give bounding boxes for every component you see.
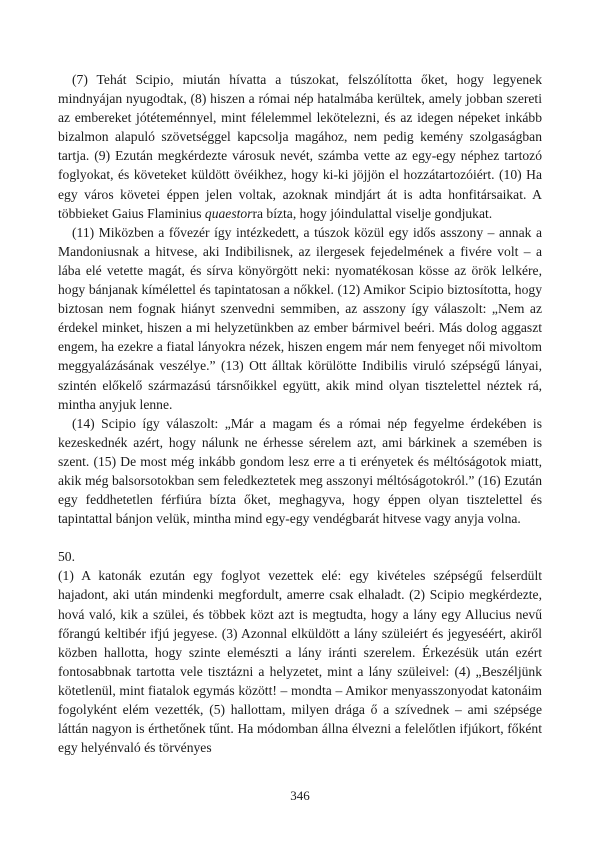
paragraph: (11) Miközben a fővezér így intézkedett, a túszok közül egy idős asszony – annak a Mandoniusnak a hitvese, aki Indibilisnek, az ilergesek fejedelmének a fivére volt – a lába elé vetette magát, és sírva könyörgött neki: nyomatékosan kösse az örök lelkére, hogy bánjanak kímélettel és tapintatosan a nőkkel. (12) Amikor Scipio biztosította, hogy biztosan nem fognak hiányt szenvedni semmiben, az asszony így válaszolt: „Nem az érdekel minket, hiszen a mi helyzetünkben az ember bármivel beéri. Más dolog aggaszt engem, ha ezekre a fiatal lányokra nézek, hiszen engem már nem fenyeget női mivoltom meggyalázásának veszélye.” (13) Ott álltak körülötte Indibilis viruló szépségű lányai, szintén előkelő származású társnőikkel együtt, akik mind olyan tisztelettel néztek rá, mintha anyjuk lenne. — [58, 224, 542, 412]
chapter-number: 50. — [58, 549, 75, 565]
page-number: 346 — [290, 788, 310, 803]
paragraph-text-tail: ra bízta, hogy jóindulattal viselje gondjukat. — [252, 205, 493, 221]
paragraph — [58, 70, 542, 223]
paragraph-text: (7) Tehát Scipio, miután hívatta a túszokat, felszólította őket, hogy legyenek mindnyájan nyugodtak, (8) hiszen a római nép hatalmába kerültek, amely jobban szereti az embereket jótéteménnyel, mint félelemmel lekötelezni, és az idegen népeket inkább bizalmon alapuló szövetséggel kapcsolja magához, nem pedig kemény szolgaságban tartja. (9) Ezután megkérdezte városuk nevét, számba vette az egy-egy néphez tartozó foglyokat, és követeket küldött övéikhez, hogy ki-ki jöjjön el hozzátartozóiért. (10) Ha egy város követei éppen jelen voltak, azoknak mindjárt át is adta honfitársaikat. A többieket Gaius Flaminius — [58, 72, 542, 221]
paragraph: (1) A katonák ezután egy foglyot vezettek elé: egy kivételes szépségű felserdült hajadont, aki után mindenki megfordult, amerre csak elhaladt. (2) Scipio megkérdezte, hová való, kik a szülei, és többek közt azt is megtudta, hogy a lány egy Allucius nevű főrangú keltibér ifjú jegyese. (3) Azonnal elküldött a lány szüleiért és jegyeséért, akiről közben hallotta, hogy szinte elemészti a lány iránti szerelem. Érkezésük után ezért fontosabbnak tartotta vele tisztázni a helyzetet, mint a lány szüleivel: (4) „Beszéljünk kötetlenül, mint fiatalok egymás között! – mondta – Amikor menyasszonyodat katonáim fogolyként elém vezették, (5) hallottam, milyen drága ő a szívednek – ami szépsége láttán nagyon is érthetőnek tűnt. Ha módomban állna élvezni a felelőtlen ifjúkort, főként egy helyénvaló és törvényes — [58, 568, 542, 756]
italic-term: quaestor — [204, 205, 253, 221]
paragraph: (14) Scipio így válaszolt: „Már a magam és a római nép fegyelme érdekében is kezeskednék azért, hogy nálunk ne érhesse sérelem azt, ami bárkinek a szemében is szent. (15) De most még inkább gondom lesz erre a ti erényetek és méltóságotok miatt, akik még balsorsotokban sem feledkeztetek meg asszonyi méltóságotokról.” (16) Ezután egy feddhetetlen férfiúra bízta őket, meghagyva, hogy éppen olyan tisztelettel és tapintattal bánjon velük, mintha mind egy-egy vendégbarát hitvese vagy anyja volna. — [58, 415, 542, 527]
page-body — [58, 70, 542, 757]
